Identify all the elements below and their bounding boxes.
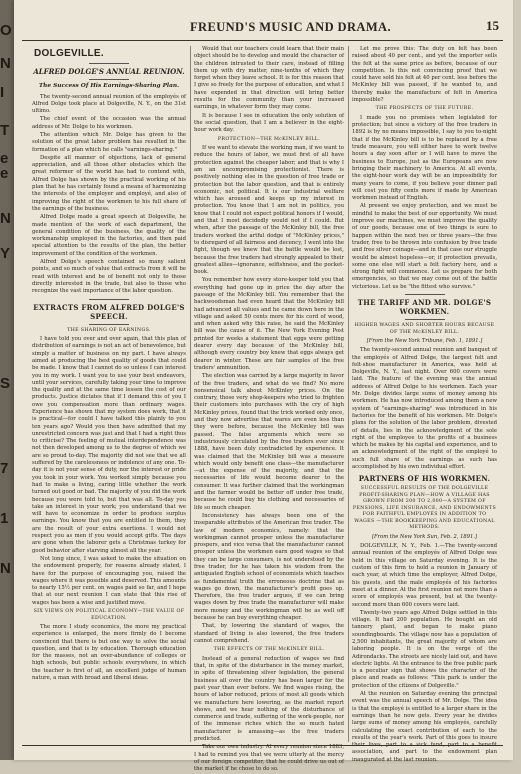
column-3 <box>352 46 497 763</box>
tariff-subhead: HIGHER WAGES AND SHORTER HOURS BECAUSE OF THE McKINLEY BILL. <box>354 323 495 335</box>
paragraph: That, by lowering the standard of wages, the standard of living is also lowered, the free traders cannot comprehend. <box>194 623 344 644</box>
paragraph: You remember how every store-keeper told you that everything had gone up in price the day after the passage of the McKinley bill. You remember that the backwoodsman had even heard that the McKinley bill had advanced all values and he came down here in the village and asked 50 cents more for his cord of wood, and when asked why this raise, he said the McKinley bill was the cause of it. The New York Evening Post printed for weeks a statement that eggs were getting dearer every day because of the McKinley bill, although every country boy knew that eggs always get dearer in winter. These are fair samples of the free traders' ammunition. <box>194 277 344 371</box>
subsection-head: THE EFFECTS OF THE McKINLEY BILL. <box>213 647 325 653</box>
adjacent-page-letter: N <box>0 55 11 72</box>
adjacent-page-letter: O <box>0 22 12 39</box>
adjacent-page-letter: N <box>0 210 11 227</box>
paragraph: DOLGEVILLE, N. Y., Feb. 1.—The twenty-second annual reunion of the employés of Alfred Dolge was held in this village on Saturday evening. It is the custom of this firm to hold a reunion in January of each year, at which time the employer, Alfred Dolge, his guests, and the male employés of his factories meet at a dinner. At the first reunion not more than a score of employés was present, but at the twenty-second more than 600 covers were laid. <box>352 543 497 608</box>
paragraph: Alfred Dolge's speech contained so many salient points, and so much of value that extracts from it will be read with interest and be of benefit not only to those directly interested in the trade, but also to those who recognize the vast importance of the labor question. <box>32 259 186 295</box>
paragraph: The twenty-second annual reunion and banquet of the employés of Alfred Dolge, the largest felt and felt-shoe manufacturer in America, was held at Dolgeville, N. Y., last night. Over 600 covers were laid. The feature of the evening was the annual address of Alfred Dolge to his workmen. Each year Mr. Dolge divides large sums of money among his workmen. He has now introduced among them a new system of "earnings-sharing" was introduced in his factories for the benefit of his workmen. Mr. Dolge's plans for the solution of the labor problem, divested of details, lies in the acknowledgment of the sole right of the employee to the profits of a business which he makes by his capital and experience, and to an acknowledgment of the right of the employé to such full share of the earnings as such has accomplished by his own individual effort. <box>352 347 497 471</box>
tariff-headline: THE TARIFF AND MR. DOLGE'S WORKMEN. <box>357 298 492 316</box>
partners-subhead: SUCCESSFUL RESULTS OF THE DOLGEVILLE PROFIT-SHARING PLAN—HOW A VILLAGE HAS GROWN FROM 200 TO 2,000—A SYSTEM OF PENSIONS, LIFE INSURANCE, AND ENDOWMENTS FOR FAITHFUL EMPLOYÉS IN ADDITION TO WAGES —THE BOOKKEEPING AND EDUCATIONAL METHODS. <box>352 486 497 531</box>
paragraph: I have told you over and over again, that this plan of distribution of earnings is not an act of benevolence, but simply a matter of business on my part. I have always aimed at producing the best quality of goods that could be made. I know that I cannot do so unless I can interest you in my work. I want you to use your best endeavors, until your services, carefully taking your time to improve the quality and at the same time lessen the cost of our products. Justice dictates that if I demand this of you I owe you compensation more than ordinary wages. Experience has shown that my system does work, that it is practical—for could I have talked this plainly to you ten years ago? Would you then have admitted that my unrestricted concern was just and that I had a right thus to criticise? The feeling of mutual interdependence was not then developed among us to the degree of which we are so proud to-day. The majority did not see that we all suffered by the carelessness or indolence of any one. To-day it is not your sense of duty, nor the interest or pride you took in your work. You worked simply because you had to make a living, caring little whether the work turned out good or bad. The majority of you did the work because you were told to, but that was all. To-day you take an interest in your work; you understand that we will have to economize in order to produce surplus earnings. You know that you are entitled to them, they are the result of your extra exertions. I would not respect you as men if you would accept gifts. The days are gone when the laborer gets a Christmas turkey for good behavior after starving almost all the year. <box>32 336 186 554</box>
article-headline: ALFRED DOLGE'S ANNUAL REUNION. <box>33 67 185 76</box>
source-dateline: [From the New York Sun, Feb. 2, 1891.] <box>371 533 477 540</box>
paragraph: I made you no promises when legislated for protection; but since a victory of the free traders in 1892 is by no means impossible, I say to you to-night that if the McKinley bill is to be replaced by a free trade measure, you will either have to work twelve hours a day soon after or I will have to move the business to Europe, just as the Europeans are now bringing their machinery to America. At all events, the eight-hour work day will be an impossibility for many years to come, if you believe your dinner pail will cost you fifty cents more if made by American workmen instead of English. <box>352 114 497 202</box>
paragraph: Inconsistency has always been one of the inseparable attributes of the American free trader. The law of modern economics, namely: that the workingman cannot prosper unless the manufacturer prospers, and vice versa that the manufacturer cannot prosper unless the workmen earn good wages so that they can be large consumers, is not understood by the free trader, for he has taken his wisdom from the antiquated English school of economists which teaches as fundamental truth the erroneous doctrine that as wages go down, the manufacturer's profit goes up. Therefore, the free trader argues, if we can bring wages down by free trade the manufacturer will make more money and the workingman will be as well off because he can buy everything cheaper. <box>194 512 344 622</box>
paragraph: The twenty-second annual reunion of the employés of Alfred Dolge took place at Dolgeville, N. Y., on the 31st ultimo. <box>32 93 186 115</box>
column-1 <box>32 46 186 742</box>
source-dateline: [From the New York Tribune, Feb. 1, 1891.] <box>366 338 483 344</box>
column-2 <box>194 46 344 773</box>
divider <box>405 319 445 320</box>
paragraph: The election was carried by a large majority in favor of the free traders, and what do we find? No more nonsensical talk about McKinley prices. On the contrary, those very shop-keepers who tried to frighten their customers into purchases with the cry of high McKinley prices, found that the trick worked only once, and they now advertise that wares are even less than they were before, because the McKinley bill was passed. The false arguments which were so industriously circulated by the free traders ever since 1888, have been duly contradicted by experience. It was claimed that the McKinley bill was a measure which would only benefit one class—the manufacturer—at the expense of the majority, and that the necessaries of life would become dearer to the consumer. It was further claimed that the workingman and the farmer would be better off under free trade, because he could buy his clothing and necessaries of life so much cheaper. <box>194 373 344 511</box>
subsection-head: PROTECTION—THE McKINLEY BILL. <box>217 136 321 142</box>
paragraph: At the reunion on Saturday evening the principal event was the annual speech of Mr. Dolge. The idea is that the employé is entitled to a larger share in the earnings than he now gets. Every year he divides large sums of money among his employés, carefully calculating the exact contribution of each to the results of the year's work. Part of this goes to insure their lives, part to a sick fund, part to a benefit association, and part to the endowment plan inaugurated at the last reunion. <box>352 691 497 763</box>
paragraph: Alfred Dolge made a great speech at Dolgeville, he made mention of the work of each department, the general condition of the business, the quality of the workmanship employed in the factories, and then paid special attention to the results of the plan, the better improvement of the condition of the workmen. <box>32 214 186 257</box>
extracts-headline: EXTRACTS FROM ALFRED DOLGE'S SPEECH. <box>33 302 185 321</box>
adjacent-page-edge <box>0 0 14 760</box>
divider <box>89 299 129 300</box>
paragraph: Despite all manner of objections, lack of general appreciation, and all those other obstacles which the great reformer of the world has had to contend with, Alfred Dolge has shown by the practical working of his plan that he has certainly found a means of harmonizing the interests of the employer and employé, and also of improving the right of the workmen to his full share of the earnings of the business. <box>32 154 186 212</box>
adjacent-page-letter: 1 <box>0 510 9 527</box>
partners-headline: PARTNERS OF HIS WORKMEN. <box>358 474 491 484</box>
paragraph: Instead of a general reduction of wages we find that, in spite of the disturbance in the money market, in spite of threatening silver legislation, the general business all over the country has been larger for the past year than ever before. We find wages rising, the hours of labor reduced, prices of most all goods which we manufacture here lowering, as the market report shows, and we hear nothing of the disturbance of commerce and trade, suffering of the work-people, nor of the immense riches which the so much hated manufacturer is amassing—as the free traders predicted. <box>194 655 344 743</box>
divider <box>89 63 129 64</box>
adjacent-page-letter: I <box>0 84 5 101</box>
paragraph: Twenty-two years ago Alfred Dolge settled in this village. It had 200 population. He bought an old tannery plant, and began to make piano soundingboards. The village now has a population of 2,500 inhabitants, the great majority of whom are laboring people. It is on the verge of the Adirondacks. The streets are nicely laid out, and have electric lights. At the entrance to the free public park is a peculiar sign that shows the character of the place and reads as follows: "This park is under the protection of the citizens of Dolgeville." <box>352 609 497 689</box>
paragraph: Let me prove this: The duty on felt has been raised about 40 per cent., and yet the importer sells the felt at the same price as before, because of our competition. Is this not convincing proof that we could have sold his felt at 40 per cent. less before the McKinley bill was passed, if he wanted to, and thereby make the manufacture of felt in America impossible? <box>352 46 497 104</box>
column-divider <box>190 46 191 742</box>
adjacent-page-letter: 7 <box>0 460 9 477</box>
header-rule <box>22 40 503 41</box>
page-header <box>22 20 507 38</box>
adjacent-page-letters <box>0 0 14 760</box>
page-number: 15 <box>486 18 499 33</box>
column-divider <box>348 46 349 742</box>
paragraph: The attention which Mr. Dolge has given to the solution of the great labor problem has resulted in the formation of a plan which he calls "earnings-sharing." <box>32 131 186 153</box>
paragraph: The more I study economics, the more my practical experience is enlarged, the more firmly do I become convinced that there is but one way to solve the social question, and that is by education. Thorough education for the masses, not an over-abundance of colleges or high schools, but public schools everywhere, in which the teacher is first of all, an excellent judge of human nature, a man with broad and liberal ideas. <box>32 624 186 682</box>
adjacent-page-letter: S <box>0 375 11 392</box>
divider <box>405 294 445 295</box>
paragraph: Take our own industry. At every reunion since 1883, I had to remind you that we were utterly at the mercy of our foreign competitor, that he could drive us out of the market if he chose to do so. <box>194 744 344 773</box>
adjacent-page-letter: e <box>0 165 9 182</box>
adjacent-page-letter: Y <box>0 245 11 262</box>
subsection-head: SIX VIEWS ON POLITICAL ECONOMY—THE VALUE OF EDUCATION. <box>33 609 185 621</box>
adjacent-page-letter: N <box>0 560 11 577</box>
section-title: DOLGEVILLE. <box>34 48 104 59</box>
divider <box>89 324 129 325</box>
paragraph: Not long since, I was asked to make the situation on the endowment properly, for reasons already stated, I have for the purpose of encouraging you, raised the wages where it was possible and deserved. This amounts to nearly 15½ per cent. on wages paid so far, and I hope that at our next reunion I can state that this rise of wages has been a wise and justified move. <box>32 555 186 606</box>
article-subhead: The Success Of His Earnings-Sharing Plan. <box>38 83 180 89</box>
paragraph: It is because I see in education the only solution of the social question, that I am a believer in the eight-hour work day. <box>194 112 344 134</box>
adjacent-page-letter: T <box>0 122 10 139</box>
subsection-head: THE SHARING OF EARNINGS. <box>67 327 151 333</box>
divider <box>89 79 129 80</box>
subsection-head: THE PROSPECTS OF THE FUTURE. <box>375 106 474 112</box>
paragraph: If we want to elevate the working man, if we want to reduce the hours of labor, we must first of all have protection against the cheaper labor; and that is why I am an uncompromising protectionist. There is positively nothing else in the question of free trade or protection but the labor question, and that is entirely economic, not political. It is our industrial welfare which has aroused and keeps up my interest in protection. You know that I am not in politics, you know that I could not expect political honors if I would, and that I most decidedly would not if I could. But when, after the passage of the McKinley bill, the free traders worked the artful dodge of "McKinley prices," to disregard of all fairness and decency, I went into the fight, though we knew that the battle would be lost, because the free traders had strongly appealed to their greatest allies—ignorance, selfishness, and the pocket-book. <box>194 145 344 276</box>
adjacent-page-letter: e <box>0 150 9 167</box>
paragraph: The chief event of the occasion was the annual address of Mr. Dolge to his workmen. <box>32 116 186 130</box>
paragraph: At present we enjoy protection, and we must be mindful to make the best of our opportunity. We must improve our machines, we must improve the quality of our goods, because one of two things is sure to happen within the next two or three years—the free trader, free to be thrown into confusion by free trade and free silver coinage—and in that case our struggle would be almost hopeless—or, if protection prevails, some one else will start a felt factory here, and a strong fight will commence. Let us prepare for both emergencies, so that we may come out of the battle victorious. Let us be "the fittest who survive." <box>352 203 497 290</box>
paragraph: Would that our teachers could learn that their main object should be to develop and mould the character of the children intrusted to their care, instead of filling them up with dry matter, nine-tenths of which they forget when they leave school. It is for this reason that I give so freely for the purpose of education, and what I have expended in that direction will bring better results for the community than your increased earnings, in whatever form they may come. <box>194 46 344 111</box>
publication-title: FREUND'S MUSIC AND DRAMA. <box>190 20 391 34</box>
